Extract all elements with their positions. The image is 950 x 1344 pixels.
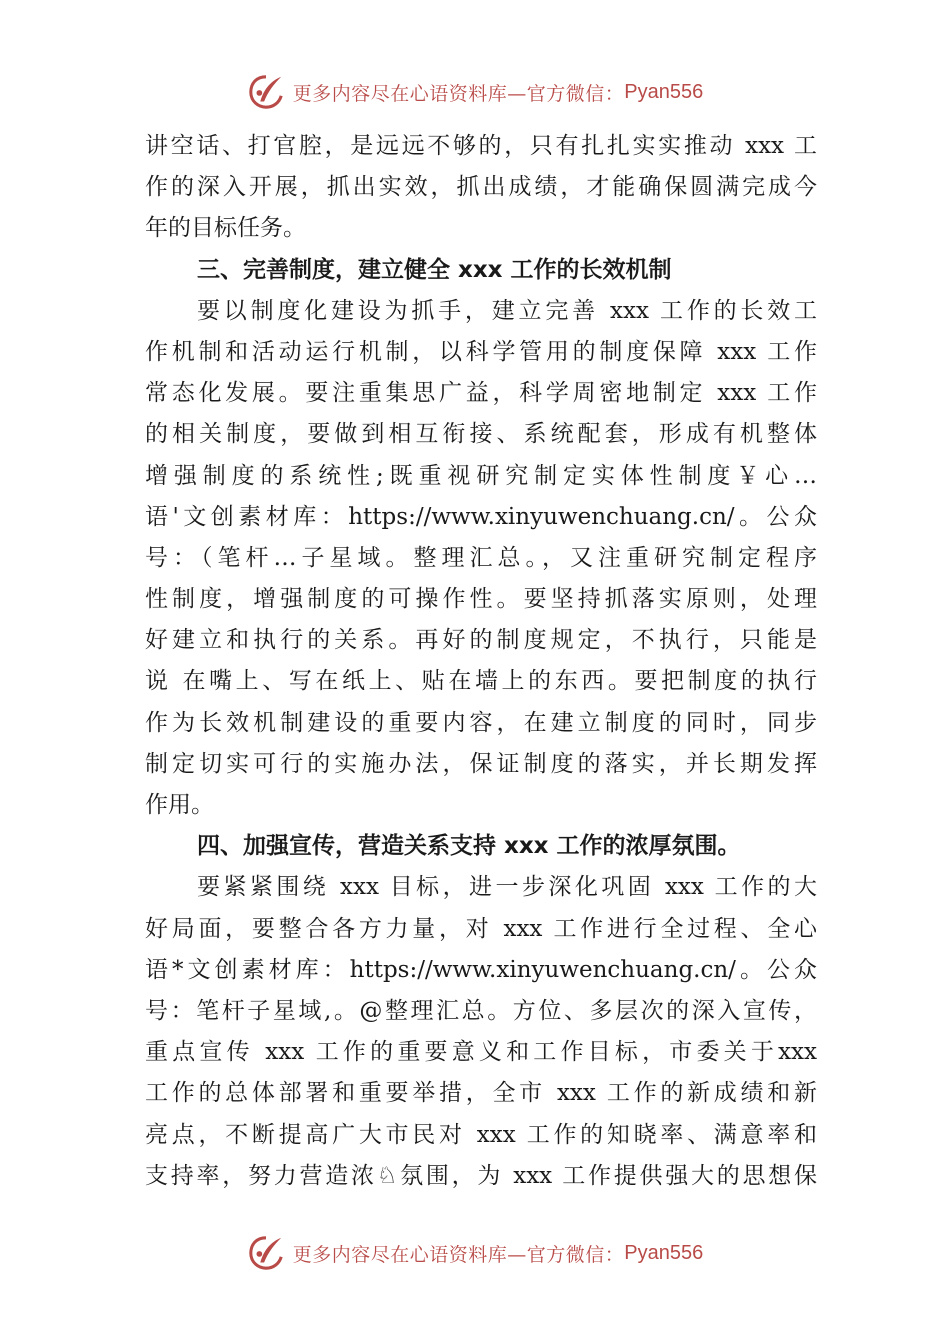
body-line: 作机制和活动运行机制，以科学管用的制度保障 xxx 工作	[145, 338, 817, 365]
body-line: 制定切实可行的实施办法，保证制度的落实，并长期发挥	[145, 750, 817, 777]
quill-pen-logo-icon	[247, 1234, 285, 1272]
section-heading-3: 三、完善制度，建立健全 xxx 工作的长效机制	[197, 256, 672, 283]
body-line: 要紧紧围绕 xxx 目标，进一步深化巩固 xxx 工作的大	[197, 874, 817, 901]
banner-text: 更多内容尽在心语资料库—官方微信：	[292, 82, 625, 105]
document-body	[145, 126, 817, 1197]
body-line: 年的目标任务。	[145, 215, 306, 242]
quill-pen-logo-icon	[247, 73, 285, 111]
body-line: 说 在嘴上、写在纸上、贴在墙上的东西。要把制度的执行	[145, 668, 817, 695]
body-line: 好局面，要整合各方力量，对 xxx 工作进行全过程、全心	[145, 915, 817, 942]
body-line: 重点宣传 xxx 工作的重要意义和工作目标，市委关于xxx	[145, 1039, 817, 1066]
body-line: 作的深入开展，抓出实效，抓出成绩，才能确保圆满完成今	[145, 174, 817, 201]
body-line: 亮点，不断提高广大市民对 xxx 工作的知晓率、满意率和	[145, 1121, 817, 1148]
section-heading-4: 四、加强宣传，营造关系支持 xxx 工作的浓厚氛围。	[197, 833, 741, 860]
footer-banner	[0, 1229, 950, 1277]
body-line: 好建立和执行的关系。再好的制度规定，不执行，只能是	[145, 627, 817, 654]
body-line: 支持率，努力营造浓♘氛围，为 xxx 工作提供强大的思想保	[145, 1162, 817, 1189]
body-line: 常态化发展。要注重集思广益，科学周密地制定 xxx 工作	[145, 380, 817, 407]
body-line: 讲空话、打官腔，是远远不够的，只有扎扎实实推动 xxx 工	[145, 133, 817, 159]
body-line: 号：笔杆子星域,。@整理汇总。方位、多层次的深入宣传，	[145, 997, 817, 1024]
body-line: 语*文创素材库：https://www.xinyuwenchuang.cn/。公众	[145, 956, 817, 983]
body-line: 号：（笔杆…子星域。整理汇总。，又注重研究制定程序	[145, 544, 817, 571]
banner-text: 更多内容尽在心语资料库—官方微信：	[292, 1243, 625, 1266]
body-line: 工作的总体部署和重要举措，全市 xxx 工作的新成绩和新	[145, 1080, 817, 1107]
header-banner	[0, 68, 950, 116]
body-line: 性制度，增强制度的可操作性。要坚持抓落实原则，处理	[145, 586, 817, 613]
body-line: 语'文创素材库：https://www.xinyuwenchuang.cn/。公众	[145, 503, 817, 530]
banner-wechat-id: Pyan556	[624, 1241, 704, 1264]
body-line: 要以制度化建设为抓手，建立完善 xxx 工作的长效工	[197, 297, 817, 324]
body-line: 的相关制度，要做到相互衔接、系统配套，形成有机整体	[145, 421, 817, 448]
banner-wechat-id: Pyan556	[624, 80, 704, 103]
body-line: 作用。	[145, 792, 214, 818]
body-line: 增强制度的系统性;既重视研究制定实体性制度￥心…	[145, 462, 817, 489]
body-line: 作为长效机制建设的重要内容，在建立制度的同时，同步	[145, 709, 817, 736]
